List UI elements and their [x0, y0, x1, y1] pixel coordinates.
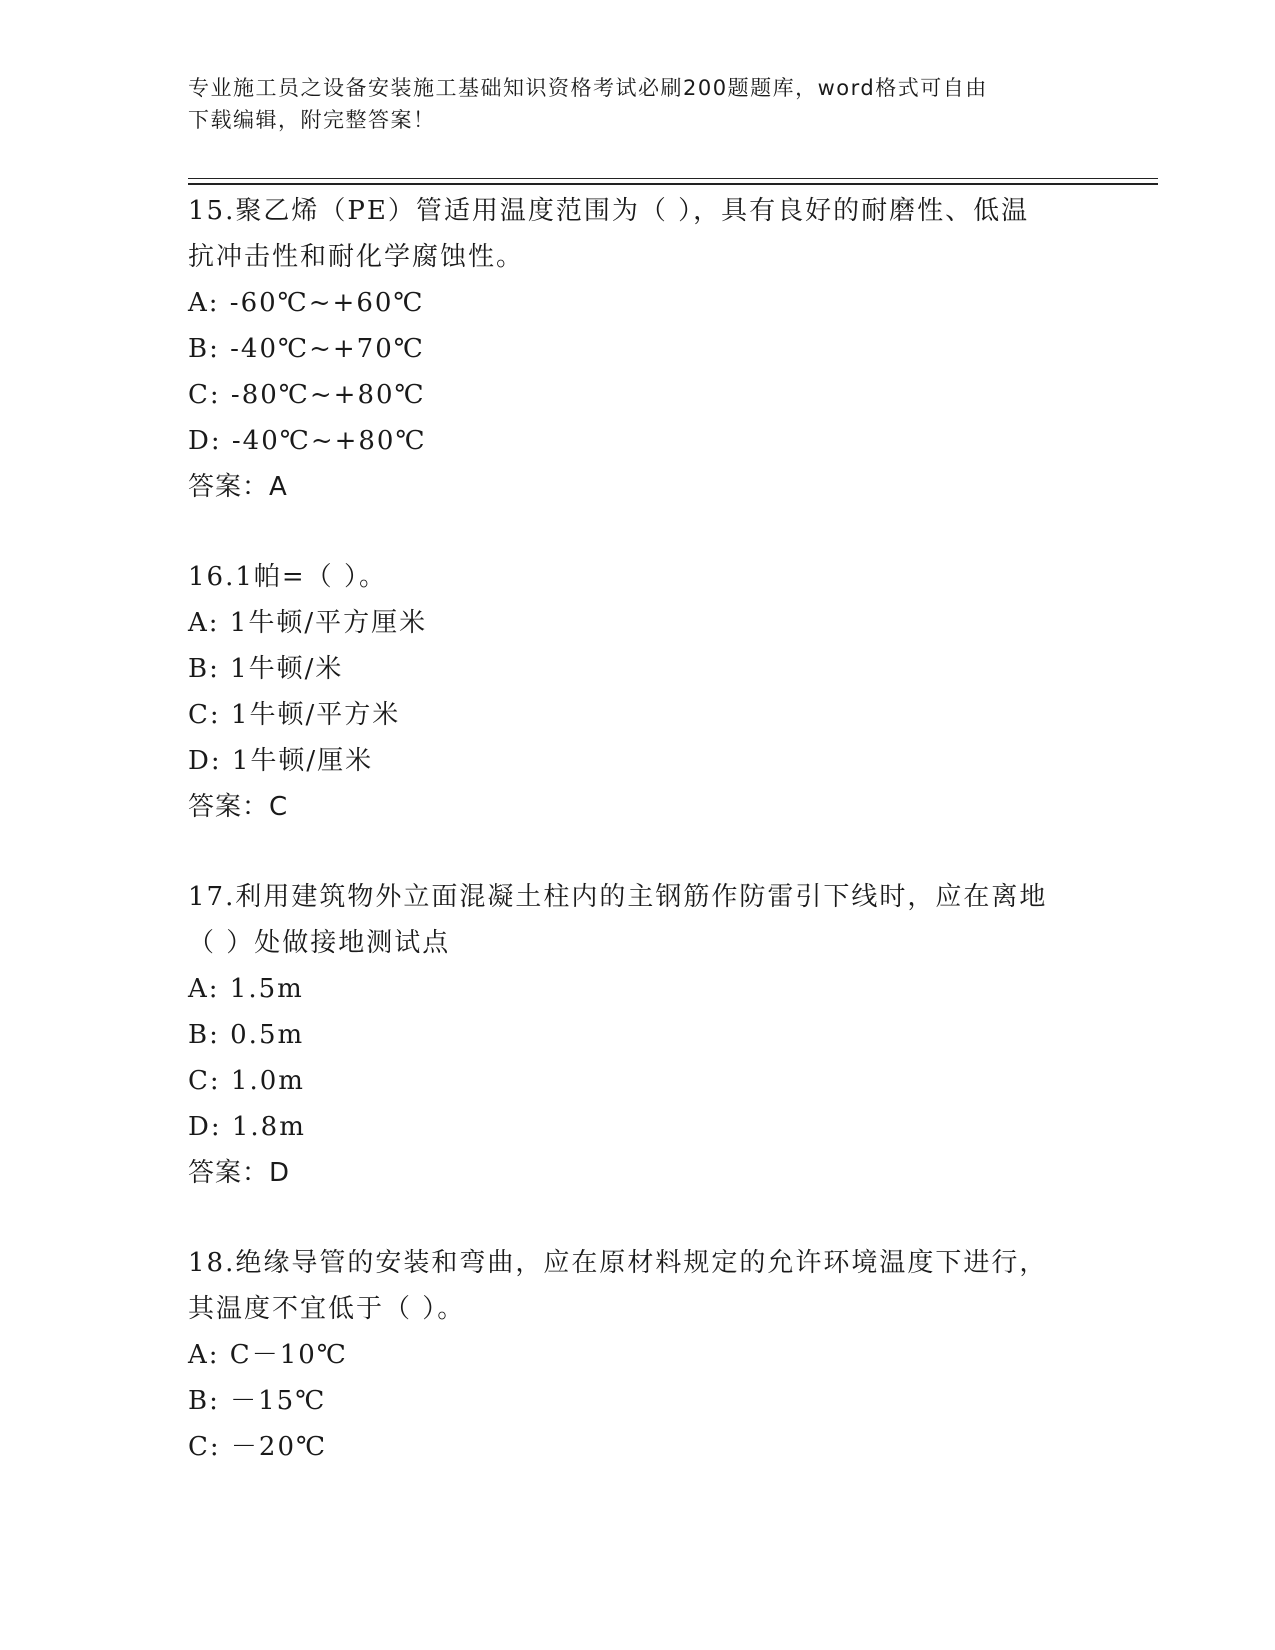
- document-header: [188, 72, 1088, 136]
- option-b: B: 1牛顿/米: [188, 654, 344, 684]
- option-c: C: -80℃~+80℃: [188, 380, 426, 410]
- option-c: C: 1.0m: [188, 1066, 305, 1096]
- question-16: [188, 554, 1088, 830]
- question-15: [188, 188, 1088, 510]
- question-stem-line-2: 其温度不宜低于（ ）。: [188, 1294, 466, 1324]
- header-line-1: 专业施工员之设备安装施工基础知识资格考试必刷200题题库，word格式可自由: [188, 76, 988, 100]
- question-stem-line-1: 15.聚乙烯（PE）管适用温度范围为（ ），具有良好的耐磨性、低温: [188, 196, 1030, 226]
- option-c: C: 1牛顿/平方米: [188, 700, 401, 730]
- option-a: A: 1.5m: [188, 974, 304, 1004]
- option-b: B: 0.5m: [188, 1020, 305, 1050]
- question-stem-line-1: 18.绝缘导管的安装和弯曲，应在原材料规定的允许环境温度下进行，: [188, 1248, 1048, 1278]
- header-divider-thin: [188, 178, 1158, 179]
- option-a: A: C－10℃: [188, 1340, 348, 1370]
- option-d: D: 1牛顿/厘米: [188, 746, 374, 776]
- header-line-2: 下载编辑，附完整答案！: [188, 108, 436, 132]
- answer-line: 答案：A: [188, 472, 288, 502]
- option-c: C: －20℃: [188, 1432, 328, 1462]
- option-d: D: 1.8m: [188, 1112, 306, 1142]
- option-a: A: 1牛顿/平方厘米: [188, 608, 428, 638]
- option-d: D: -40℃~+80℃: [188, 426, 427, 456]
- question-18: [188, 1240, 1088, 1470]
- question-17: [188, 874, 1088, 1196]
- question-stem-line-1: 17.利用建筑物外立面混凝土柱内的主钢筋作防雷引下线时，应在离地: [188, 882, 1048, 912]
- option-b: B: -40℃~+70℃: [188, 334, 425, 364]
- question-stem-line-2: 抗冲击性和耐化学腐蚀性。: [188, 242, 525, 272]
- question-stem-line-2: （ ）处做接地测试点: [188, 928, 451, 958]
- question-stem-line-1: 16.1帕=（ ）。: [188, 562, 387, 592]
- answer-line: 答案：C: [188, 792, 289, 822]
- answer-line: 答案：D: [188, 1158, 291, 1188]
- header-divider-thick: [188, 183, 1158, 185]
- option-b: B: －15℃: [188, 1386, 327, 1416]
- option-a: A: -60℃~+60℃: [188, 288, 425, 318]
